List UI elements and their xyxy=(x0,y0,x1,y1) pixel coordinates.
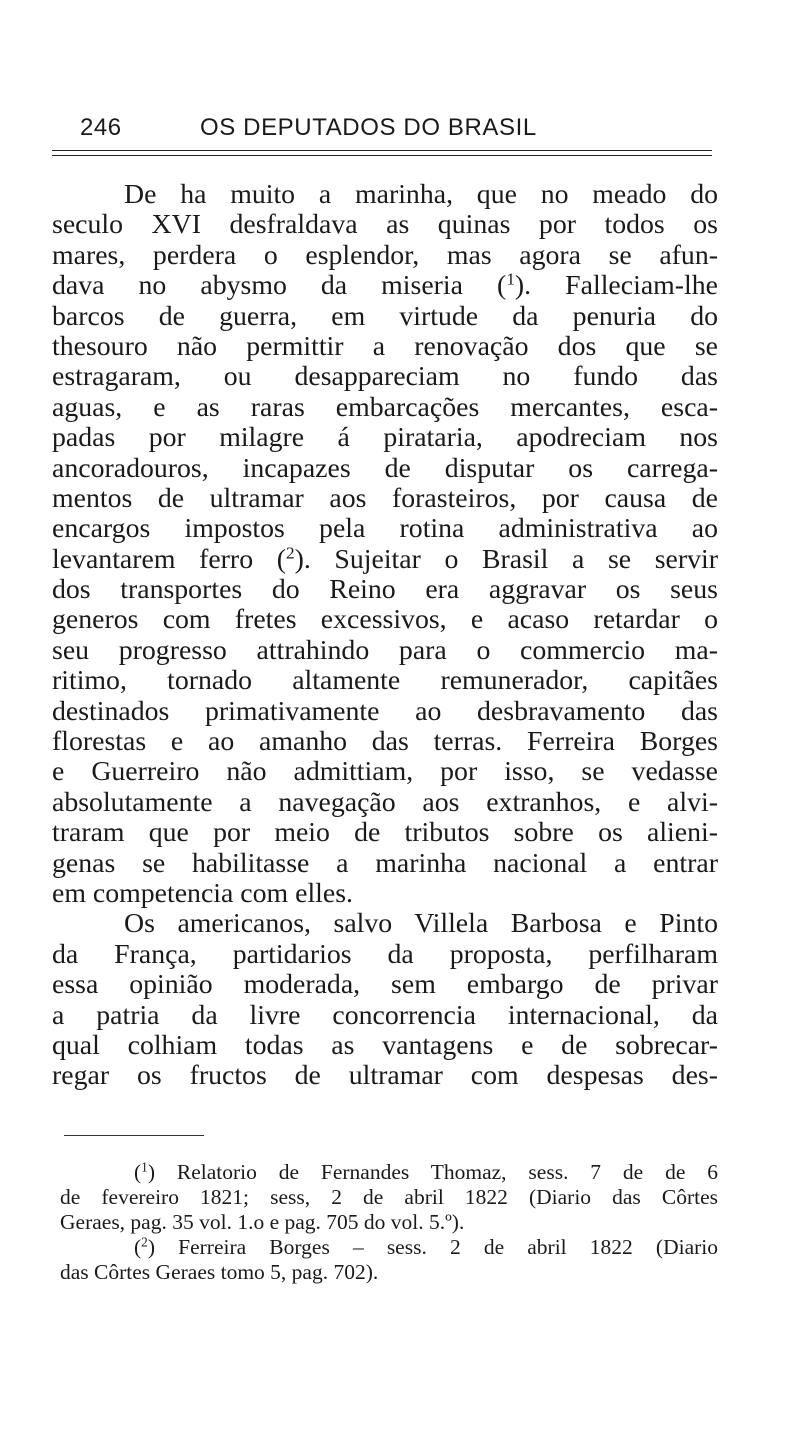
text-line xyxy=(52,970,718,1000)
text-line xyxy=(52,575,718,605)
text-line-text: seculo XVI desfraldava as quinas por todos os xyxy=(52,209,718,241)
header-rule-bottom xyxy=(52,155,712,156)
footnote-marker: 2 xyxy=(285,543,295,563)
text-line-text: padas por milagre á pirataria, apodreciam nos xyxy=(52,422,718,454)
text-line-text: dos transportes do Reino era aggravar os seus xyxy=(52,574,718,606)
footnote-marker: 1 xyxy=(506,269,515,289)
text-line xyxy=(52,818,718,848)
text-line xyxy=(52,727,718,757)
text-line xyxy=(52,757,718,787)
text-line-text: mares, perdera o esplendor, mas agora se afun- xyxy=(52,239,718,271)
text-line xyxy=(52,454,718,484)
text-line xyxy=(52,271,718,301)
text-line xyxy=(52,545,718,575)
main-text xyxy=(52,180,718,1092)
text-line xyxy=(52,484,718,514)
footnote-line-text: das Côrtes Geraes tomo 5, pag. 702). xyxy=(60,1260,379,1284)
text-line xyxy=(52,362,718,392)
text-line xyxy=(52,423,718,453)
text-line-text: seu progresso attrahindo para o commercio ma- xyxy=(52,634,718,666)
text-line-text: Os americanos, salvo Villela Barbosa e Pinto xyxy=(124,908,718,940)
text-line-text: traram que por meio de tributos sobre os alieni- xyxy=(52,817,718,849)
footnote-line xyxy=(60,1235,718,1260)
footnote-line-text: ) Relatorio de Fernandes Thomaz, sess. 7 de de 6 xyxy=(147,1160,718,1184)
text-line-text: mentos de ultramar aos forasteiros, por causa de xyxy=(52,482,718,514)
text-line xyxy=(52,1001,718,1031)
text-line-text: ). Sujeitar o Brasil a se servir xyxy=(294,543,718,575)
text-line xyxy=(52,666,718,696)
text-line xyxy=(52,879,718,909)
text-line xyxy=(52,332,718,362)
text-line-text: a patria da livre concorrencia internacional, da xyxy=(52,999,718,1031)
text-line xyxy=(52,849,718,879)
running-title: OS DEPUTADOS DO BRASIL xyxy=(200,114,537,141)
footnote-line xyxy=(60,1185,718,1210)
text-line xyxy=(52,514,718,544)
text-line-text: ). Falleciam-lhe xyxy=(514,270,718,302)
text-line-text: absolutamente a navegação aos extranhos, e alvi- xyxy=(52,786,718,818)
text-line xyxy=(52,1031,718,1061)
text-line-text: levantarem ferro ( xyxy=(52,543,286,575)
footnote-line xyxy=(60,1160,718,1185)
page-number: 246 xyxy=(80,114,122,141)
text-line xyxy=(52,636,718,666)
text-line-text: em competencia com elles. xyxy=(52,877,354,909)
text-line-text: ancoradouros, incapazes de disputar os carrega- xyxy=(52,452,718,484)
text-line xyxy=(52,940,718,970)
text-line-text: qual colhiam todas as vantagens e de sobrecar- xyxy=(52,1029,718,1061)
text-line-text: regar os fructos de ultramar com despesas des- xyxy=(52,1060,718,1092)
text-line xyxy=(52,788,718,818)
text-line xyxy=(52,302,718,332)
text-line-text: da França, partidarios da proposta, perfilharam xyxy=(52,938,718,970)
text-line xyxy=(52,605,718,635)
text-line-text: thesouro não permittir a renovação dos que se xyxy=(52,330,718,362)
footnote-line-text: de fevereiro 1821; sess, 2 de abril 1822 (Diario das Côrtes xyxy=(60,1185,718,1209)
footnote-line xyxy=(60,1210,718,1235)
text-line xyxy=(52,697,718,727)
text-line-text: essa opinião moderada, sem embargo de privar xyxy=(52,969,718,1001)
footnote-marker: 2 xyxy=(141,1234,148,1250)
text-line xyxy=(52,180,718,210)
text-line-text: barcos de guerra, em virtude da penuria do xyxy=(52,300,718,332)
text-line-text: generos com fretes excessivos, e acaso retardar o xyxy=(52,604,718,636)
footnote-line-text: ) Ferreira Borges – sess. 2 de abril 1822 (Diario xyxy=(147,1235,718,1259)
footnote-separator xyxy=(64,1135,204,1136)
footnotes xyxy=(60,1160,718,1285)
footnote-line xyxy=(60,1260,718,1285)
text-line xyxy=(52,241,718,271)
footnote-marker: 1 xyxy=(141,1159,148,1175)
text-line-text: aguas, e as raras embarcações mercantes, esca- xyxy=(52,391,718,423)
text-line-text: encargos impostos pela rotina administrativa ao xyxy=(52,513,718,545)
text-line xyxy=(52,1061,718,1091)
text-line-text: De ha muito a marinha, que no meado do xyxy=(124,179,718,210)
text-line-text: ritimo, tornado altamente remunerador, capitães xyxy=(52,665,718,697)
text-line-text: florestas e ao amanho das terras. Ferreira Borges xyxy=(52,726,718,758)
header-rule-top xyxy=(52,150,712,151)
text-line-text: dava no abysmo da miseria ( xyxy=(52,270,507,302)
text-line xyxy=(52,909,718,939)
footnote-line-text: ( xyxy=(134,1235,142,1259)
running-header xyxy=(80,108,720,148)
footnote-line-text: Geraes, pag. 35 vol. 1.o e pag. 705 do vol. 5.º). xyxy=(60,1210,465,1234)
text-line-text: genas se habilitasse a marinha nacional a entrar xyxy=(52,847,718,879)
text-line xyxy=(52,210,718,240)
footnote-line-text: ( xyxy=(134,1160,142,1184)
text-line xyxy=(52,393,718,423)
text-line-text: e Guerreiro não admittiam, por isso, se vedasse xyxy=(52,756,718,788)
text-line-text: estragaram, ou desappareciam no fundo das xyxy=(52,361,718,393)
text-line-text: destinados primativamente ao desbravamento das xyxy=(52,695,718,727)
